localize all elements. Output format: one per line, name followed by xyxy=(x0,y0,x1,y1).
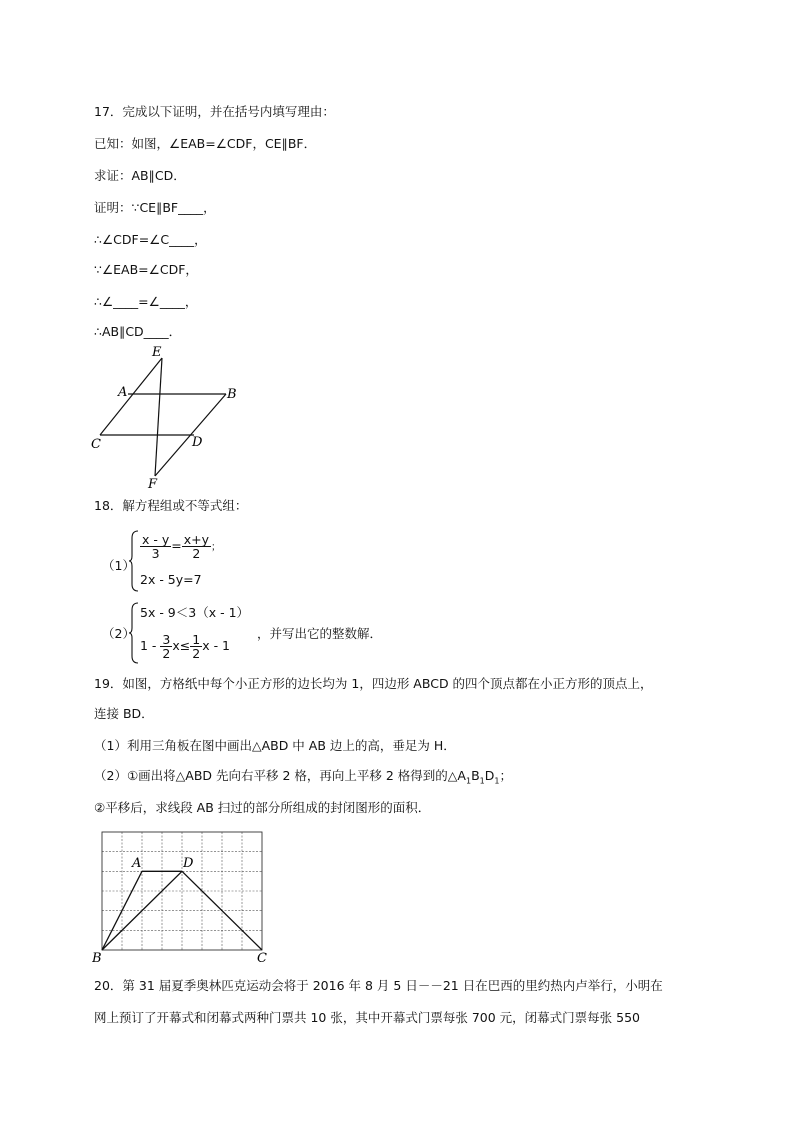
q18-p2-ineq1: 5x - 9＜3（x - 1） xyxy=(140,605,250,620)
q18-p1-eq2: 2x - 5y=7 xyxy=(140,572,202,587)
q17-given: 已知：如图，∠EAB=∠CDF，CE∥BF． xyxy=(94,136,317,151)
label-b: B xyxy=(227,387,237,402)
label-e: E xyxy=(152,345,162,360)
q18-p2-ineq2: 1 - $\frac{3}{2}$ x≤ $\frac{1}{2}$ x - 1 xyxy=(140,632,231,661)
q19-line2: 连接 BD． xyxy=(94,706,154,721)
q19-part2b: ②平移后，求线段 AB 扫过的部分所组成的封闭图形的面积． xyxy=(94,800,431,815)
q18-p1-label: （1） xyxy=(102,558,135,573)
q17-prove: 求证：AB∥CD． xyxy=(94,168,186,183)
label-b: B xyxy=(92,951,102,966)
grid-lines xyxy=(102,832,262,950)
q18-heading: 18．解方程组或不等式组： xyxy=(94,498,248,513)
frac-left: $\frac{x - y}{3}$ xyxy=(142,532,170,561)
q19-line1: 19．如图，方格纸中每个小正方形的边长均为 1，四边形 ABCD 的四个顶点都在小正方形的顶点上， xyxy=(94,676,653,691)
q20-line1: 20．第 31 届夏季奥林匹克运动会将于 2016 年 8 月 5 日－－21 日在巴西的里约热内卢举行，小明在 xyxy=(94,978,663,993)
q17-step1: 证明：∵CE∥BF____， xyxy=(94,200,216,215)
q19-grid-figure xyxy=(92,824,276,966)
q18-p2-brace xyxy=(128,602,140,664)
q18-p1-eq1: $\frac{x - y}{3}$ = $\frac{x+y}{2}$ ； xyxy=(142,532,222,561)
segment-ef xyxy=(155,358,162,476)
label-c: C xyxy=(91,437,101,452)
label-a: A xyxy=(132,856,142,871)
q17-step5: ∴AB∥CD____． xyxy=(94,324,182,339)
label-d: D xyxy=(183,856,194,871)
label-d: D xyxy=(192,435,203,450)
label-c: C xyxy=(257,951,267,966)
q17-step2: ∴∠CDF=∠C____， xyxy=(94,232,207,247)
q19-part1: （1）利用三角板在图中画出△ABD 中 AB 边上的高，垂足为 H． xyxy=(94,738,456,753)
q19-part2a: （2）①画出将△ABD 先向右平移 2 格，再向上平移 2 格得到的$\triangle A_1B_1D_1$； xyxy=(94,768,512,786)
q17-step3: ∵∠EAB=∠CDF， xyxy=(94,262,198,277)
q18-p1-brace xyxy=(128,530,140,592)
q17-heading: 17．完成以下证明，并在括号内填写理由： xyxy=(94,104,335,119)
q20-line2: 网上预订了开幕式和闭幕式两种门票共 10 张，其中开幕式门票每张 700 元，闭幕式门票每张 550 xyxy=(94,1010,640,1025)
q18-p2-label: （2） xyxy=(102,626,135,641)
frac-right: $\frac{x+y}{2}$ xyxy=(183,532,210,561)
q17-figure xyxy=(88,342,248,492)
q18-p2-tail: ，并写出它的整数解． xyxy=(257,626,383,641)
label-a: A xyxy=(118,385,128,400)
segment-ce xyxy=(100,358,162,435)
label-f: F xyxy=(148,477,158,492)
q17-step4: ∴∠____=∠____， xyxy=(94,294,198,309)
